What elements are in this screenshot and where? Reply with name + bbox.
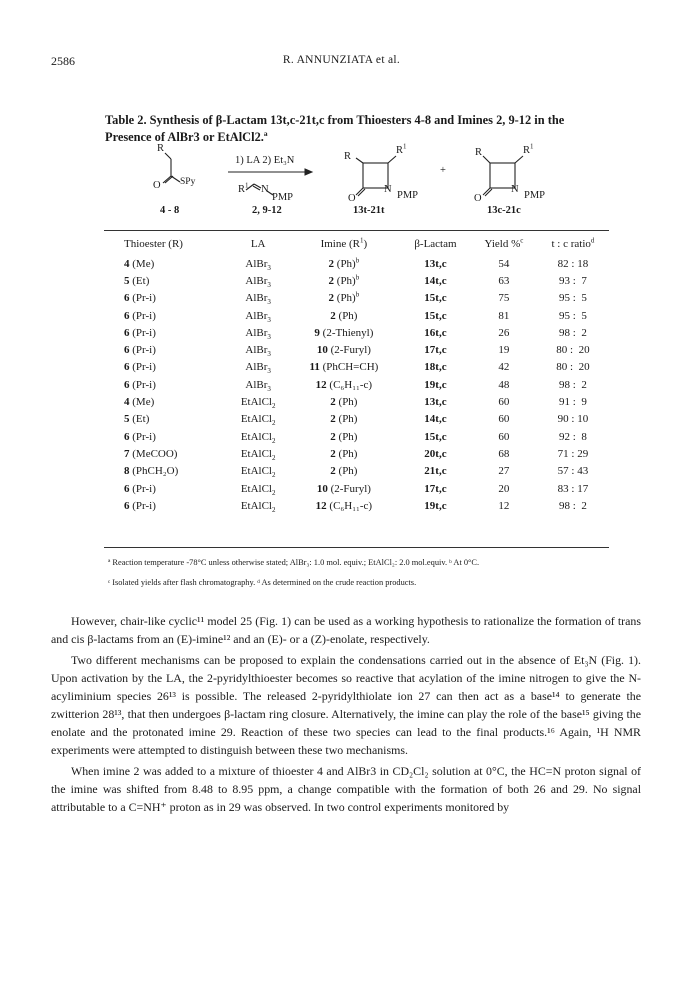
cell-lactam: 13t,c xyxy=(424,257,447,270)
cell-la: AlBr$_3$ xyxy=(245,309,271,324)
header-la: LA xyxy=(250,238,266,250)
table-row xyxy=(104,445,609,462)
table-row xyxy=(104,497,609,514)
cell-thioester: 4 (Me) xyxy=(124,396,155,409)
table-row xyxy=(104,290,609,307)
footnote-line-2: ᶜ Isolated yields after flash chromatography. ᵈ As determined on the crude reaction products. xyxy=(108,578,417,587)
cell-ratio: 98 : 2 xyxy=(559,499,587,512)
cell-ratio: 90 : 10 xyxy=(557,413,589,426)
cell-la: EtAlCl$_2$ xyxy=(240,465,276,480)
cell-imine: 10 (2-Furyl) xyxy=(316,344,371,357)
results-table xyxy=(104,233,609,514)
table-bottom-rule xyxy=(104,547,609,548)
table-caption xyxy=(105,112,605,146)
plus-sign: + xyxy=(440,165,446,176)
header-yield: Yield %$^c$ xyxy=(484,236,524,250)
cell-imine: 2 (Ph) xyxy=(330,430,358,443)
cell-lactam: 14t,c xyxy=(424,413,447,426)
cell-imine: 2 $(Ph)^b$ xyxy=(328,273,360,287)
cell-ratio: 93 : 7 xyxy=(559,274,587,287)
table-row xyxy=(104,411,609,428)
cell-yield: 54 xyxy=(498,257,510,270)
table-row xyxy=(104,480,609,497)
table-row xyxy=(104,463,609,480)
header-imine: Imine $(R^1)$ xyxy=(320,236,368,250)
cis-lactam-n: N xyxy=(511,184,519,195)
cell-imine: 2 (Ph) xyxy=(330,447,358,460)
cell-la: EtAlCl$_2$ xyxy=(240,430,276,445)
table-body xyxy=(104,255,609,514)
cis-lactam-compound-label: 13c-21c xyxy=(487,205,521,216)
cis-lactam-r1: $R^1$ xyxy=(523,142,534,156)
cell-imine: 2 $(Ph)^b$ xyxy=(328,290,360,305)
trans-lactam-r1: $R^1$ xyxy=(396,142,407,156)
cell-thioester: 8 (PhCH₂O) xyxy=(124,465,179,478)
cell-thioester: 6 (Pr-i) xyxy=(124,499,156,512)
cell-imine: 10 (2-Furyl) xyxy=(316,482,371,495)
table-row xyxy=(104,376,609,393)
cell-lactam: 18t,c xyxy=(424,361,447,374)
cell-thioester: 6 (Pr-i) xyxy=(124,309,156,322)
imine-r1: $R^1$ xyxy=(238,181,249,195)
header-lactam: β-Lactam xyxy=(414,238,457,250)
table-row xyxy=(104,307,609,324)
table-row xyxy=(104,255,609,272)
imine-n: N xyxy=(261,184,269,195)
cell-lactam: 13t,c xyxy=(424,396,447,409)
cell-yield: 63 xyxy=(498,274,510,287)
table-header-row xyxy=(104,233,609,255)
trans-lactam-pmp: PMP xyxy=(397,190,419,201)
cell-thioester: 4 (Me) xyxy=(124,257,155,270)
cis-lactam-o: O xyxy=(474,193,482,204)
cell-yield: 60 xyxy=(498,396,510,409)
imine-pmp: PMP xyxy=(272,192,294,203)
cell-la: AlBr$_3$ xyxy=(245,344,271,359)
table-row xyxy=(104,359,609,376)
cell-lactam: 19t,c xyxy=(424,499,447,512)
thioester-r: R xyxy=(157,143,165,154)
cell-yield: 27 xyxy=(498,465,510,478)
cell-lactam: 15t,c xyxy=(424,430,447,443)
cell-lactam: 21t,c xyxy=(424,465,447,478)
cell-imine: 2 (Ph) xyxy=(330,396,358,409)
table-top-rule xyxy=(104,230,609,231)
cell-lactam: 15t,c xyxy=(424,309,447,322)
cell-thioester: 5 (Et) xyxy=(124,413,150,426)
table-caption-lead: Table 2. xyxy=(105,113,147,127)
trans-lactam-compound-label: 13t-21t xyxy=(353,205,385,216)
cell-lactam: 15t,c xyxy=(424,292,447,305)
cell-lactam: 16t,c xyxy=(424,326,447,339)
cell-ratio: 57 : 43 xyxy=(557,465,589,478)
paragraph-1: However, chair-like cyclic¹¹ model 25 (Fig. 1) can be used as a working hypothesis to rationalize the formation of trans and cis β-lactams from an (E)-imine¹² and an (E)- or a (Z)-enolate, respectively. xyxy=(51,614,641,646)
cell-ratio: 92 : 8 xyxy=(559,430,587,443)
cell-yield: 26 xyxy=(498,326,510,339)
table-row xyxy=(104,324,609,341)
imine-compound-label: 2, 9-12 xyxy=(252,205,282,216)
cell-lactam: 20t,c xyxy=(424,447,447,460)
cis-lactam-pmp: PMP xyxy=(524,190,546,201)
cell-ratio: 83 : 17 xyxy=(557,482,589,495)
cell-ratio: 95 : 5 xyxy=(559,309,587,322)
cell-la: AlBr$_3$ xyxy=(245,326,271,342)
cell-la: AlBr$_3$ xyxy=(245,274,271,290)
cell-la: AlBr$_3$ xyxy=(245,378,271,393)
cell-la: EtAlCl$_2$ xyxy=(240,447,276,463)
cell-imine: 2 (Ph) xyxy=(330,413,358,426)
cell-thioester: 6 (Pr-i) xyxy=(124,482,156,495)
cell-yield: 60 xyxy=(498,430,510,443)
paragraph-2: Two different mechanisms can be proposed to explain the condensations carried out in the absence of Et₃N (Fig. 1). Upon activation by the LA, the 2-pyridylthioester becomes so reactive that acylation of the imine nitrogen to give the N-acyliminium species 26¹³ is possible. The released 2-pyridylthiolate ion 27 can then act as a base¹⁴ to generate the zwitterion 28¹³, that then undergoes β-lactam ring closure. Alternatively, the imine can play the role of the base¹⁵ giving the enolate and the protonated imine 29. Reaction of these two species can lead to the final products.¹⁶ Again, ¹H NMR experiments were attempted to distinguish between these two mechanisms. xyxy=(51,653,641,757)
cell-lactam: 17t,c xyxy=(424,482,447,495)
cell-ratio: 71 : 29 xyxy=(557,447,589,460)
cell-yield: 81 xyxy=(498,309,510,322)
trans-lactam-r: R xyxy=(344,151,352,162)
header-ratio: t : c ratio$^d$ xyxy=(551,236,595,250)
cell-yield: 75 xyxy=(498,292,510,305)
cell-yield: 19 xyxy=(498,344,510,357)
cell-la: EtAlCl$_2$ xyxy=(240,499,276,514)
cell-yield: 42 xyxy=(498,361,510,374)
thioester-spy: SPy xyxy=(180,177,196,187)
cell-yield: 60 xyxy=(498,413,510,426)
cell-imine: 2 (Ph) xyxy=(330,465,358,478)
running-title: R. ANNUNZIATA et al. xyxy=(282,54,401,66)
cell-thioester: 6 (Pr-i) xyxy=(124,292,156,305)
table-caption-text: Synthesis of β-Lactam 13t,c-21t,c from Thioesters 4-8 and Imines 2, 9-12 in the Presence of AlBr3 or EtAlCl2.ª xyxy=(105,113,565,144)
reaction-conditions: 1) LA 2) Et₃N xyxy=(235,155,295,166)
cell-ratio: 80 : 20 xyxy=(556,361,590,374)
cell-lactam: 17t,c xyxy=(424,344,447,357)
cell-imine: 11 (PhCH=CH) xyxy=(309,361,379,374)
page-number: 2586 xyxy=(51,54,75,68)
table-row xyxy=(104,341,609,358)
cell-la: EtAlCl$_2$ xyxy=(240,396,276,411)
reaction-arrow xyxy=(228,169,312,175)
table-row xyxy=(104,393,609,410)
trans-lactam-o: O xyxy=(348,193,356,204)
cell-imine: 12 (C₆H₁₁-c) xyxy=(315,499,373,512)
paragraph-3: When imine 2 was added to a mixture of thioester 4 and AlBr3 in CD₂Cl₂ solution at 0°C, the HC=N proton signal of the imine was shifted from 8.48 to 8.95 ppm, a change compatible with the formation of both 26 and 29. No signal attributable to a C=NH⁺ proton as in 29 was observed. In two control experiments monitored by xyxy=(51,764,641,814)
cell-thioester: 7 (MeCOO) xyxy=(124,447,178,460)
cell-ratio: 98 : 2 xyxy=(559,378,587,391)
cell-ratio: 95 : 5 xyxy=(559,292,587,305)
cell-ratio: 91 : 9 xyxy=(559,396,587,409)
cell-imine: 2 (Ph) xyxy=(330,309,358,322)
cell-ratio: 82 : 18 xyxy=(557,257,589,270)
cell-thioester: 6 (Pr-i) xyxy=(124,326,156,339)
header-thioester: Thioester (R) xyxy=(124,238,183,250)
cell-la: AlBr$_3$ xyxy=(245,257,271,272)
cell-imine: 2 $(Ph)^b$ xyxy=(328,255,360,270)
cell-lactam: 19t,c xyxy=(424,378,447,391)
cell-ratio: 80 : 20 xyxy=(556,344,590,357)
cell-lactam: 14t,c xyxy=(424,274,447,287)
cell-la: AlBr$_3$ xyxy=(245,292,271,307)
cell-thioester: 6 (Pr-i) xyxy=(124,361,156,374)
cell-thioester: 6 (Pr-i) xyxy=(124,378,156,391)
cell-yield: 48 xyxy=(498,378,510,391)
table-row xyxy=(104,428,609,445)
cell-imine: 12 (C₆H₁₁-c) xyxy=(315,378,373,391)
cell-thioester: 5 (Et) xyxy=(124,274,150,287)
cell-imine: 9 (2-Thienyl) xyxy=(314,326,374,339)
reaction-scheme xyxy=(120,142,590,226)
footnote-line-1: ª Reaction temperature -78°C unless otherwise stated; AlBr₃: 1.0 mol. equiv.; EtAlCl₂: 2.0 mol.equiv. ᵇ At 0°C. xyxy=(108,558,480,567)
body-text xyxy=(51,612,641,819)
thioester-o: O xyxy=(153,180,161,191)
cell-thioester: 6 (Pr-i) xyxy=(124,430,156,443)
trans-lactam-n: N xyxy=(384,184,392,195)
thioester-structure xyxy=(163,153,180,183)
cell-yield: 68 xyxy=(498,447,510,460)
cell-yield: 20 xyxy=(498,482,510,495)
cell-thioester: 6 (Pr-i) xyxy=(124,344,156,357)
cell-ratio: 98 : 2 xyxy=(559,326,587,339)
cell-la: AlBr$_3$ xyxy=(245,361,271,376)
cell-la: EtAlCl$_2$ xyxy=(240,413,276,428)
cell-yield: 12 xyxy=(498,499,510,512)
cis-lactam-r: R xyxy=(475,147,483,158)
table-row xyxy=(104,272,609,289)
cell-la: EtAlCl$_2$ xyxy=(240,482,276,497)
thioester-compound-label: 4 - 8 xyxy=(160,205,180,216)
